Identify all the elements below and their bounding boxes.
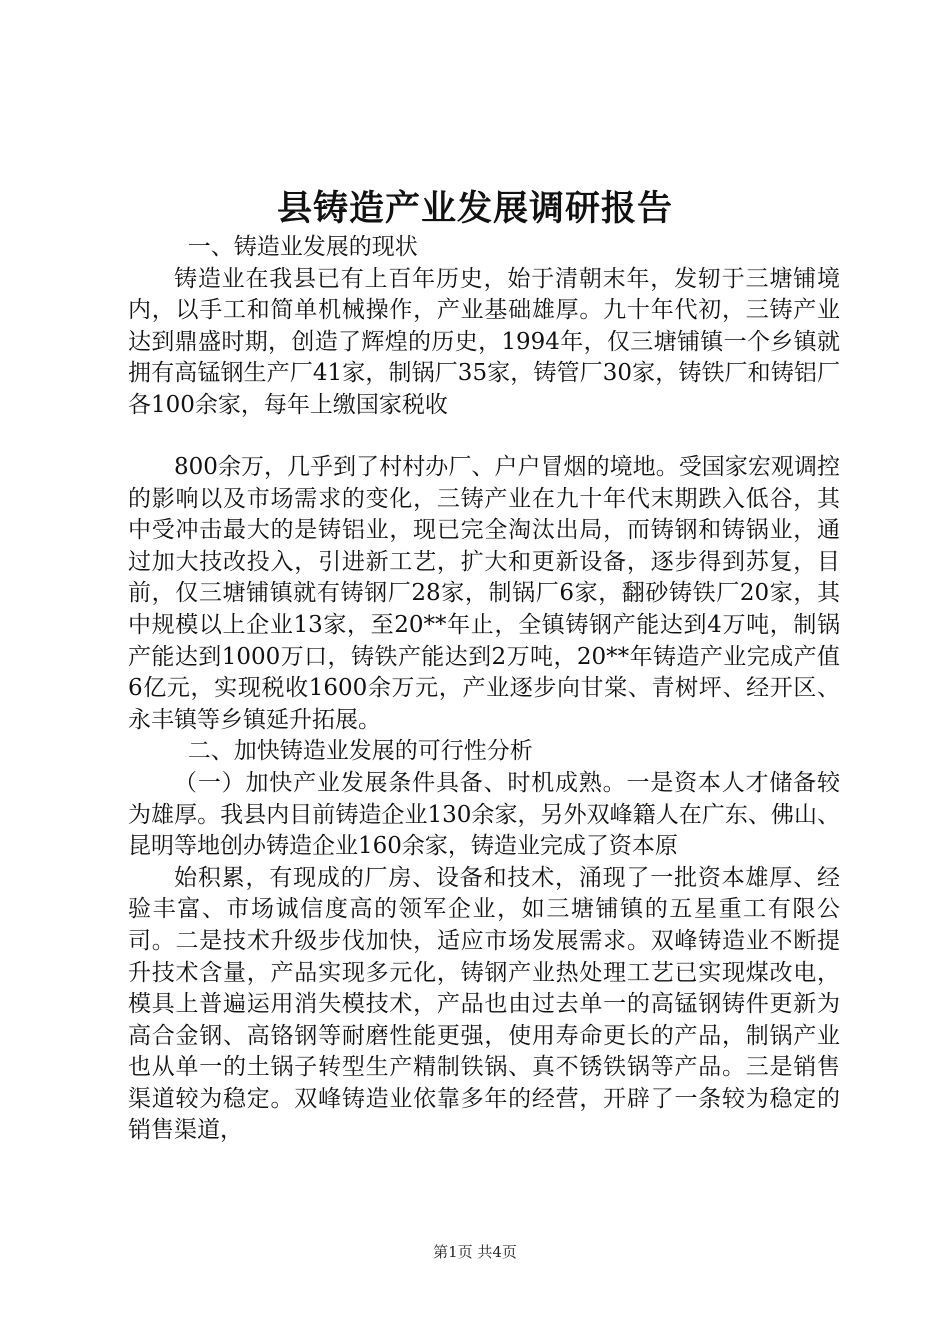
page-footer: 第1页 共4页 [433, 1243, 517, 1261]
document-title: 县铸造产业发展调研报告 [276, 188, 673, 229]
paragraph-3: （一）加快产业发展条件具备、时机成熟。一是资本人才储备较为雄厚。我县内目前铸造企业130余家，另外双峰籍人在广东、佛山、昆明等地创办铸造企业160余家，铸造业完成了资本原 [128, 769, 840, 860]
text-block-1 [128, 232, 840, 422]
section-heading-2: 二、加快铸造业发展的可行性分析 [187, 738, 533, 765]
text-block-2 [128, 452, 840, 1147]
paragraph-1: 铸造业在我县已有上百年历史，始于清朝末年，发轫于三塘铺境内，以手工和简单机械操作，产业基础雄厚。九十年代初，三铸产业达到鼎盛时期，创造了辉煌的历史，1994年，仅三塘铺镇一个乡镇就拥有高锰钢生产厂41家，制锅厂35家，铸管厂30家，铸铁厂和铸铝厂各100余家，每年上缴国家税收 [128, 265, 840, 418]
section-heading-1: 一、铸造业发展的现状 [187, 234, 418, 260]
paragraph-4: 始积累，有现成的厂房、设备和技术，涌现了一批资本雄厚、经验丰富、市场诚信度高的领军企业，如三塘铺镇的五星重工有限公司。二是技术升级步伐加快，适应市场发展需求。双峰铸造业不断提升技术含量，产品实现多元化，铸钢产业热处理工艺已实现煤改电，模具上普遍运用消失模技术，产品也由过去单一的高锰钢铸件更新为高合金钢、高铬钢等耐磨性能更强，使用寿命更长的产品，制锅产业也从单一的土锅子转型生产精制铁锅、真不锈铁锅等产品。三是销售渠道较为稳定。双峰铸造业依靠多年的经营，开辟了一条较为稳定的销售渠道， [128, 864, 840, 1144]
paragraph-2: 800余万，几乎到了村村办厂、户户冒烟的境地。受国家宏观调控的影响以及市场需求的变化，三铸产业在九十年代末期跌入低谷，其中受冲击最大的是铸铝业，现已完全淘汰出局，而铸钢和铸锅业，通过加大技改投入，引进新工艺，扩大和更新设备，逐步得到苏复，目前，仅三塘铺镇就有铸钢厂28家，制锅厂6家，翻砂铸铁厂20家，其中规模以上企业13家，至20**年止，全镇铸钢产能达到4万吨，制锅产能达到1000万口，铸铁产能达到2万吨，20**年铸造产业完成产值6亿元，实现税收1600余万元，产业逐步向甘棠、青树坪、经开区、永丰镇等乡镇延升拓展。 [128, 454, 840, 733]
